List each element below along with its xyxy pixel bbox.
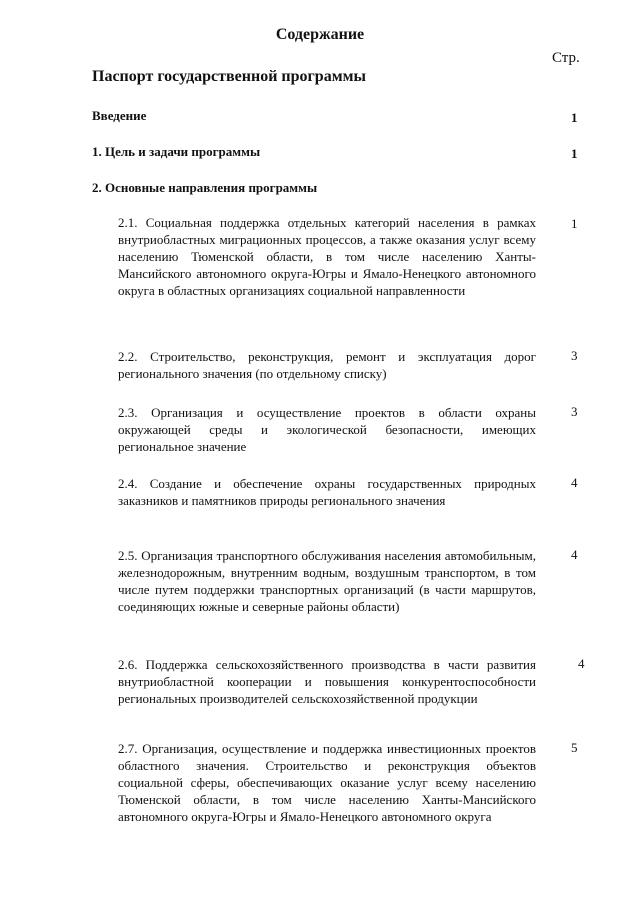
toc-item-2-7: 2.7. Организация, осуществление и поддержка инвестиционных проектов областного значения. Строительство и реконструкция объектов социальной сферы, обеспечивающих оказание услуг всему населению Тюменской области, в том числе населению Ханты-Мансийского автономного округа-Югры и Ямало-Ненецкого автономного округа: [118, 741, 536, 824]
toc-section1-label: 1. Цель и задачи программы: [92, 144, 261, 159]
toc-item-2-6: 2.6. Поддержка сельскохозяйственного производства в части развития внутриобластной кооперации и повышения конкурентоспособности региональных производителей сельскохозяйственной продукции: [118, 657, 536, 706]
toc-item-2-5-page: 4: [571, 547, 578, 562]
page-column-label: Стр.: [552, 50, 580, 66]
toc-intro-page: 1: [571, 110, 578, 125]
toc-intro-label: Введение: [92, 108, 147, 123]
toc-section1-page: 1: [571, 146, 578, 161]
toc-section2-label: 2. Основные направления программы: [92, 180, 318, 195]
toc-item-2-5: 2.5. Организация транспортного обслуживания населения автомобильным, железнодорожным, внутренним водным, воздушным транспортом, в том числе путем поддержки транспортных организаций (в части маршрутов, соединяющих южные и северные районы области): [118, 548, 536, 614]
passport-heading: Паспорт государственной программы: [92, 68, 366, 85]
toc-item-2-4: 2.4. Создание и обеспечение охраны государственных природных заказников и памятников природы регионального значения: [118, 476, 536, 508]
toc-item-2-4-page: 4: [571, 475, 578, 490]
toc-item-2-1: 2.1. Социальная поддержка отдельных категорий населения в рамках внутриобластных миграционных процессов, а также оказания услуг всему населению Тюменской области, в том числе населению Ханты-Мансийского автономного округа-Югры и Ямало-Ненецкого автономного округа в областных организациях социальной направленности: [118, 215, 536, 298]
toc-item-2-7-page: 5: [571, 740, 578, 755]
toc-item-2-2: 2.2. Строительство, реконструкция, ремонт и эксплуатация дорог регионального значения (по отдельному списку): [118, 349, 536, 381]
toc-item-2-2-page: 3: [571, 348, 578, 363]
toc-item-2-6-page: 4: [578, 656, 585, 671]
toc-item-2-1-page: 1: [571, 216, 578, 231]
toc-item-2-3-page: 3: [571, 404, 578, 419]
page-title: Содержание: [275, 26, 365, 43]
toc-item-2-3: 2.3. Организация и осуществление проектов в области охраны окружающей среды и экологической безопасности, имеющих региональное значение: [118, 405, 536, 454]
